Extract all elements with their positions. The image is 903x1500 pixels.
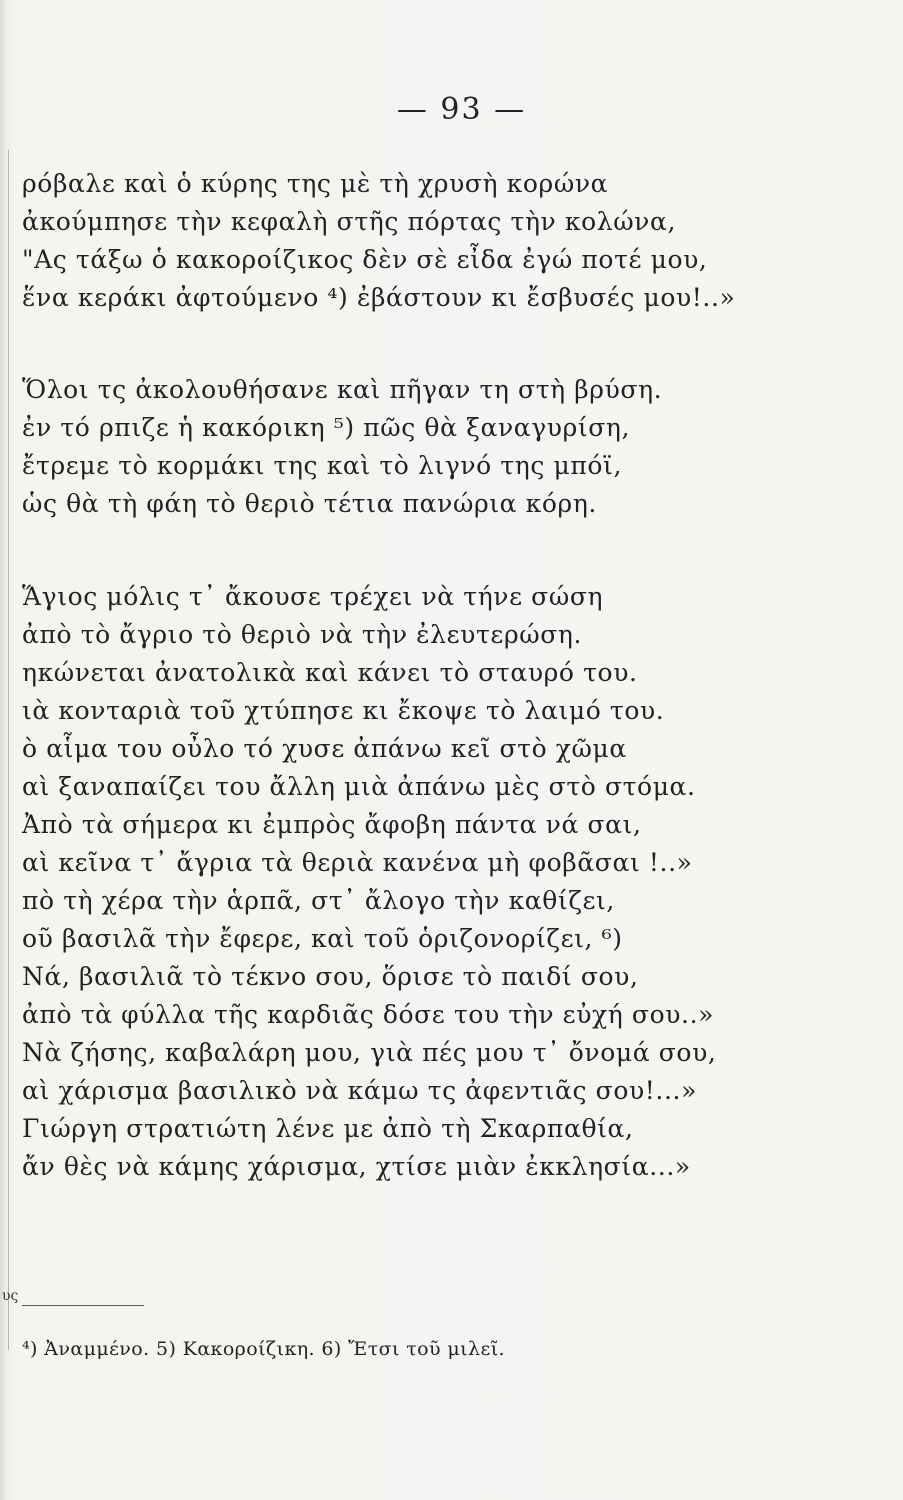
stanza-3 [22, 578, 716, 1186]
verse-line: αὶ κεῖνα τ᾽ ἄγρια τὰ θεριὰ κανένα μὴ φοβᾶσαι !..» [22, 848, 693, 877]
stanza-2 [22, 371, 662, 523]
verse-line: ἀκούμπησε τὴν κεφαλὴ στῆς πόρτας τὴν κολώνα, [22, 207, 677, 236]
verse-line: οῦ βασιλᾶ τὴν ἔφερε, καὶ τοῦ ὁριζονορίζει, ⁶) [22, 924, 623, 953]
verse-line: Νά, βασιλιᾶ τὸ τέκνο σου, ὅρισε τὸ παιδί σου, [22, 962, 639, 991]
verse-line: ἀπὸ τὸ ἄγριο τὸ θεριὸ νὰ τὴν ἐλευτερώση. [22, 620, 583, 649]
verse-line: Γιώργη στρατιώτη λένε με ἀπὸ τὴ Σκαρπαθία, [22, 1114, 634, 1143]
verse-line: ιὰ κονταριὰ τοῦ χτύπησε κι ἔκοψε τὸ λαιμό του. [22, 696, 665, 725]
verse-line: Ἅγιος μόλις τ᾽ ἄκουσε τρέχει νὰ τήνε σώση [22, 582, 604, 611]
verse-line: αὶ ξαναπαίζει του ἄλλη μιὰ ἀπάνω μὲς στὸ στόμα. [22, 772, 696, 801]
stanza-1 [22, 165, 735, 317]
verse-line: Ἀπὸ τὰ σήμερα κι ἐμπρὸς ἄφοβη πάντα νά σαι, [22, 810, 642, 839]
verse-line: ὸ αἷμα του οὖλο τό χυσε ἀπάνω κεῖ στὸ χῶμα [22, 734, 627, 763]
verse-line: αὶ χάρισμα βασιλικὸ νὰ κάμω τς ἀφεντιᾶς σου!...» [22, 1076, 697, 1105]
verse-line: ἔτρεμε τὸ κορμάκι της καὶ τὸ λιγνό της μπόϊ, [22, 451, 623, 480]
verse-line: ὡς θὰ τὴ φάη τὸ θεριὸ τέτια πανώρια κόρη. [22, 489, 597, 518]
verse-line: ἕνα κεράκι ἀφτούμενο ⁴) ἐβάστουν κι ἔσβυσές μου!..» [22, 283, 736, 312]
verse-line: ἐν τό ρπιζε ἡ κακόρικη ⁵) πῶς θὰ ξαναγυρίση, [22, 413, 631, 442]
margin-mark: υς [2, 1288, 19, 1304]
verse-line: ἀπὸ τὰ φύλλα τῆς καρδιᾶς δόσε του τὴν εὐχή σου..» [22, 1000, 715, 1029]
binding-gutter [8, 150, 9, 1350]
verse-line: ἄν θὲς νὰ κάμης χάρισμα, χτίσε μιὰν ἐκκλησία...» [22, 1152, 691, 1181]
page-number: — 93 — [396, 92, 527, 127]
footnote-rule [22, 1305, 144, 1306]
verse-line: ηκώνεται ἀνατολικὰ καὶ κάνει τὸ σταυρό του. [22, 658, 638, 687]
verse-line: πὸ τὴ χέρα τὴν ἁρπᾶ, στ᾽ ἄλογο τὴν καθίζει, [22, 886, 615, 915]
verse-line: "Ας τάξω ὁ κακοροίζικος δὲν σὲ εἶδα ἐγώ ποτέ μου, [22, 245, 708, 274]
verse-line: Νὰ ζήσης, καβαλάρη μου, γιὰ πές μου τ᾽ ὄνομά σου, [22, 1038, 717, 1067]
verse-line: Ὅλοι τς ἀκολουθήσανε καὶ πῆγαν τη στὴ βρύση. [22, 375, 663, 404]
verse-line: ρόβαλε καὶ ὁ κύρης της μὲ τὴ χρυσὴ κορώνα [22, 169, 609, 198]
footnotes: ⁴) Ἀναμμένο. 5) Κακοροίζικη. 6) Ἔτσι τοῦ μιλεῖ. [22, 1338, 505, 1360]
